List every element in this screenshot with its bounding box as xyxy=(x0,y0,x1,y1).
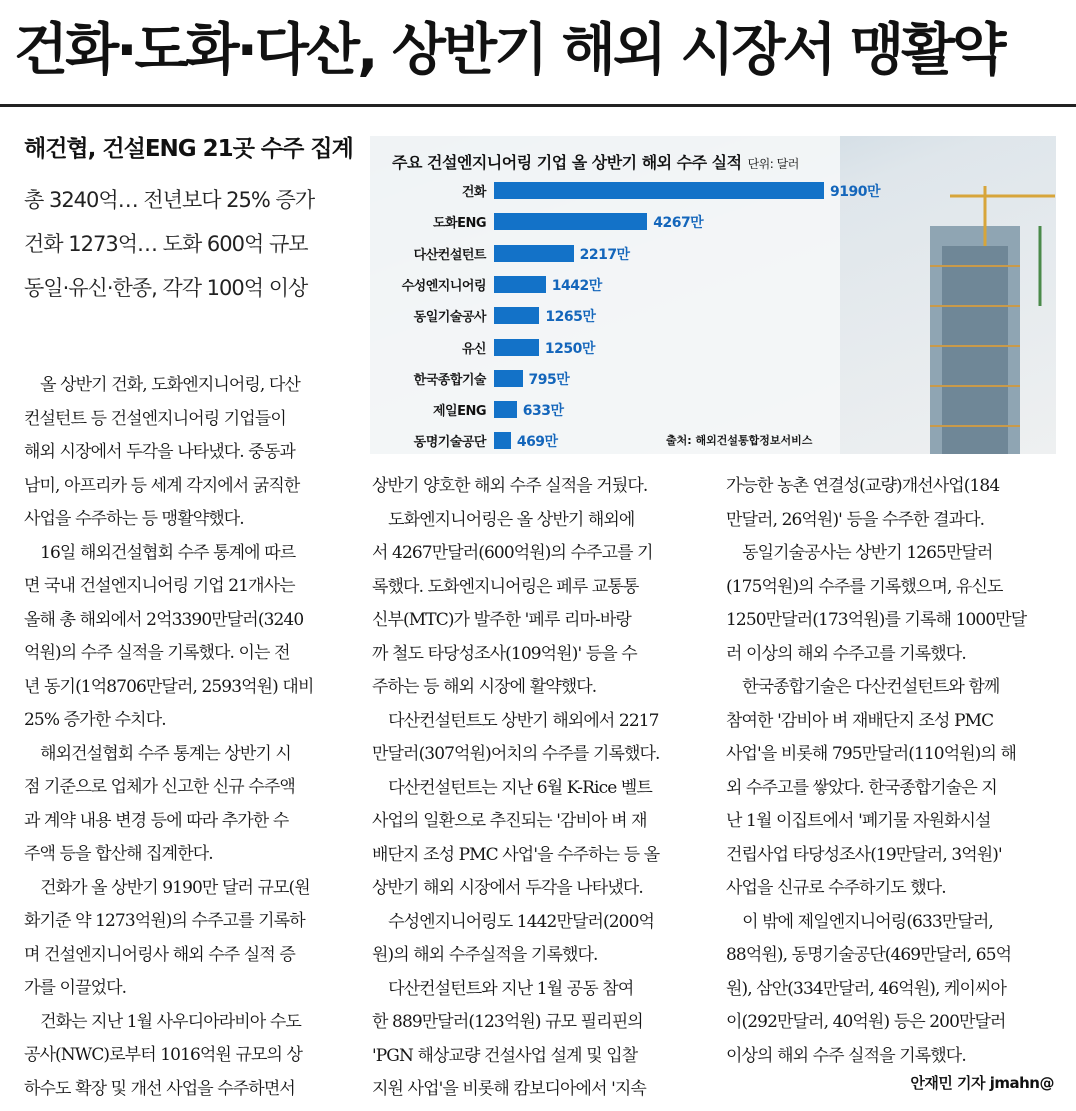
article-line: 면 국내 건설엔지니어링 기업 21개사는 xyxy=(24,576,295,596)
article-line: 점 기준으로 업체가 신고한 신규 수주액 xyxy=(24,777,295,797)
article-line: 하수도 확장 및 개선 사업을 수주하면서 xyxy=(24,1078,295,1099)
article-line: 건화는 지난 1월 사우디아라비아 수도 xyxy=(24,1011,301,1032)
category-label: 도화ENG xyxy=(432,216,486,232)
article-line: 해외건설협회 수주 통계는 상반기 시 xyxy=(24,743,291,764)
article-line: 올해 총 해외에서 2억3390만달러(3240 xyxy=(24,609,304,630)
category-label: 다산컨설턴트 xyxy=(413,247,486,263)
subheadline-main: 해건협, 건설ENG 21곳 수주 집계 xyxy=(24,136,353,162)
article-line: 공사(NWC)로부터 1016억원 규모의 상 xyxy=(24,1045,303,1065)
category-label: 건화 xyxy=(461,185,486,200)
category-label: 한국종합기술 xyxy=(413,372,486,388)
article-line: 이상의 해외 수주 실적을 기록했다. xyxy=(726,1045,966,1066)
article-line: 다산컨설턴트도 상반기 해외에서 2217 xyxy=(372,710,659,731)
headline: 건화·도화·다산, 상반기 해외 시장서 맹활약 xyxy=(14,18,1004,83)
value-label: 4267만 xyxy=(653,215,704,232)
value-label: 1265만 xyxy=(545,309,596,326)
category-label: 동명기술공단 xyxy=(413,435,486,451)
subheadline-line: 동일·유신·한종, 각각 100억 이상 xyxy=(24,276,308,300)
bar xyxy=(494,182,824,199)
article-line: 원)의 해외 수주실적을 기록했다. xyxy=(372,945,598,965)
article-column-3 xyxy=(726,470,1058,1073)
bar xyxy=(494,339,539,356)
category-label: 수성엔지니어링 xyxy=(401,278,486,294)
article-line: 도화엔지니어링은 올 상반기 해외에 xyxy=(372,509,635,530)
bar xyxy=(494,276,546,293)
article-line: 다산컨설턴트는 지난 6월 K-Rice 벨트 xyxy=(372,777,652,798)
article-line: 년 동기(1억8706만달러, 2593억원) 대비 xyxy=(24,676,314,697)
chart-title: 주요 건설엔지니어링 기업 올 상반기 해외 수주 실적 단위: 달러 xyxy=(392,153,799,172)
chart-source: 출처: 해외건설통합정보서비스 xyxy=(666,434,813,447)
article-line: 88억원), 동명기술공단(469만달러, 65억 xyxy=(726,945,1012,965)
headline-rule xyxy=(0,104,1076,107)
bar xyxy=(494,370,523,387)
article-line: 배단지 조성 PMC 사업'을 수주하는 등 올 xyxy=(372,844,660,865)
article-line: 사업을 신규로 수주하기도 했다. xyxy=(726,878,946,898)
article-line: 이(292만달러, 40억원) 등은 200만달러 xyxy=(726,1012,1006,1032)
article-column-1 xyxy=(24,369,354,1106)
article-line: 한 889만달러(123억원) 규모 필리핀의 xyxy=(372,1012,643,1032)
value-label: 1442만 xyxy=(551,277,602,294)
article-line: 사업을 수주하는 등 맹활약했다. xyxy=(24,509,244,529)
article-line: 사업의 일환으로 추진되는 '감비아 벼 재 xyxy=(372,811,647,831)
value-label: 1250만 xyxy=(544,340,595,357)
bar xyxy=(494,213,647,230)
subheadline-block xyxy=(24,132,364,310)
bar-chart xyxy=(370,136,1056,454)
article-line: 사업'을 비롯해 795만달러(110억원)의 해 xyxy=(726,744,1017,764)
article-line: 신부(MTC)가 발주한 '페루 리마-바랑 xyxy=(372,610,631,630)
category-label: 동일기술공사 xyxy=(413,310,486,326)
article-line: 지원 사업'을 비롯해 캄보디아에서 '지속 xyxy=(372,1079,646,1099)
value-label: 469만 xyxy=(516,434,558,451)
article-line: 이 밖에 제일엔지니어링(633만달러, xyxy=(726,911,993,932)
article-line: (175억원)의 수주를 기록했으며, 유신도 xyxy=(726,576,1003,597)
subheadline-line: 총 3240억… 전년보다 25% 증가 xyxy=(24,188,315,212)
category-label: 제일ENG xyxy=(432,404,486,420)
article-line: 상반기 해외 시장에서 두각을 나타냈다. xyxy=(372,878,643,898)
article-line: 주하는 등 해외 시장에 활약했다. xyxy=(372,677,597,697)
article-line: 만달러, 26억원)' 등을 수주한 결과다. xyxy=(726,509,985,530)
article-line: 'PGN 해상교량 건설사업 설계 및 입찰 xyxy=(372,1045,638,1066)
article-line: 한국종합기술은 다산컨설턴트와 함께 xyxy=(726,677,1000,697)
subheadline-line: 건화 1273억… 도화 600억 규모 xyxy=(24,232,308,256)
article-line: 난 1월 이집트에서 '폐기물 자원화시설 xyxy=(726,811,991,831)
article-line: 해외 시장에서 두각을 나타냈다. 중동과 xyxy=(24,442,295,462)
article-line: 억원)의 수주 실적을 기록했다. 이는 전 xyxy=(24,643,290,663)
article-line: 컨설턴트 등 건설엔지니어링 기업들이 xyxy=(24,408,286,429)
article-line: 건화가 올 상반기 9190만 달러 규모(원 xyxy=(24,877,310,898)
bar xyxy=(494,245,574,262)
article-line: 과 계약 내용 변경 등에 따라 추가한 수 xyxy=(24,810,289,831)
bar xyxy=(494,432,511,449)
bar xyxy=(494,307,539,324)
article-line: 원), 삼안(334만달러, 46억원), 케이씨아 xyxy=(726,978,1007,999)
category-label: 유신 xyxy=(461,341,486,357)
article-line: 건립사업 타당성조사(19만달러, 3억원)' xyxy=(726,844,1002,865)
chart-unit: 단위: 달러 xyxy=(747,157,799,171)
article-line: 며 건설엔지니어링사 해외 수주 실적 증 xyxy=(24,944,295,965)
article-line: 록했다. 도화엔지니어링은 페루 교통통 xyxy=(372,576,639,597)
article-line: 남미, 아프리카 등 세계 각지에서 굵직한 xyxy=(24,475,300,496)
construction-photo xyxy=(890,186,1056,454)
article-line: 가능한 농촌 연결성(교량)개선사업(184 xyxy=(726,476,1000,496)
article-line: 1250만달러(173억원)를 기록해 1000만달 xyxy=(726,610,1027,630)
article-line: 가를 이끌었다. xyxy=(24,978,127,998)
article-column-2 xyxy=(372,470,704,1107)
article-line: 만달러(307억원)어치의 수주를 기록했다. xyxy=(372,744,660,764)
article-line: 상반기 양호한 해외 수주 실적을 거뒀다. xyxy=(372,476,648,496)
bar xyxy=(494,401,517,418)
article-line: 외 수주고를 쌓았다. 한국종합기술은 지 xyxy=(726,777,997,798)
value-label: 795만 xyxy=(528,371,570,388)
article-line: 수성엔지니어링도 1442만달러(200억 xyxy=(372,911,655,932)
article-line: 다산컨설턴트와 지난 1월 공동 참여 xyxy=(372,978,634,999)
article-line: 올 상반기 건화, 도화엔지니어링, 다산 xyxy=(24,375,300,395)
article-line: 까 철도 타당성조사(109억원)' 등을 수 xyxy=(372,643,637,664)
article-line: 참여한 '감비아 벼 재배단지 조성 PMC xyxy=(726,710,994,731)
article-line: 주액 등을 합산해 집계한다. xyxy=(24,844,213,864)
article-line: 25% 증가한 수치다. xyxy=(24,710,166,730)
value-label: 9190만 xyxy=(830,184,880,200)
article-line: 동일기술공사는 상반기 1265만달러 xyxy=(726,543,993,563)
article-line: 16일 해외건설협회 수주 통계에 따르 xyxy=(24,542,296,563)
article-line: 러 이상의 해외 수주고를 기록했다. xyxy=(726,643,966,664)
article-line: 화기준 약 1273억원)의 수주고를 기록하 xyxy=(24,911,305,931)
value-label: 2217만 xyxy=(579,246,630,263)
value-label: 633만 xyxy=(522,403,564,420)
byline: 안재민 기자 jmahn@ xyxy=(910,1074,1054,1092)
article-line: 서 4267만달러(600억원)의 수주고를 기 xyxy=(372,543,653,563)
